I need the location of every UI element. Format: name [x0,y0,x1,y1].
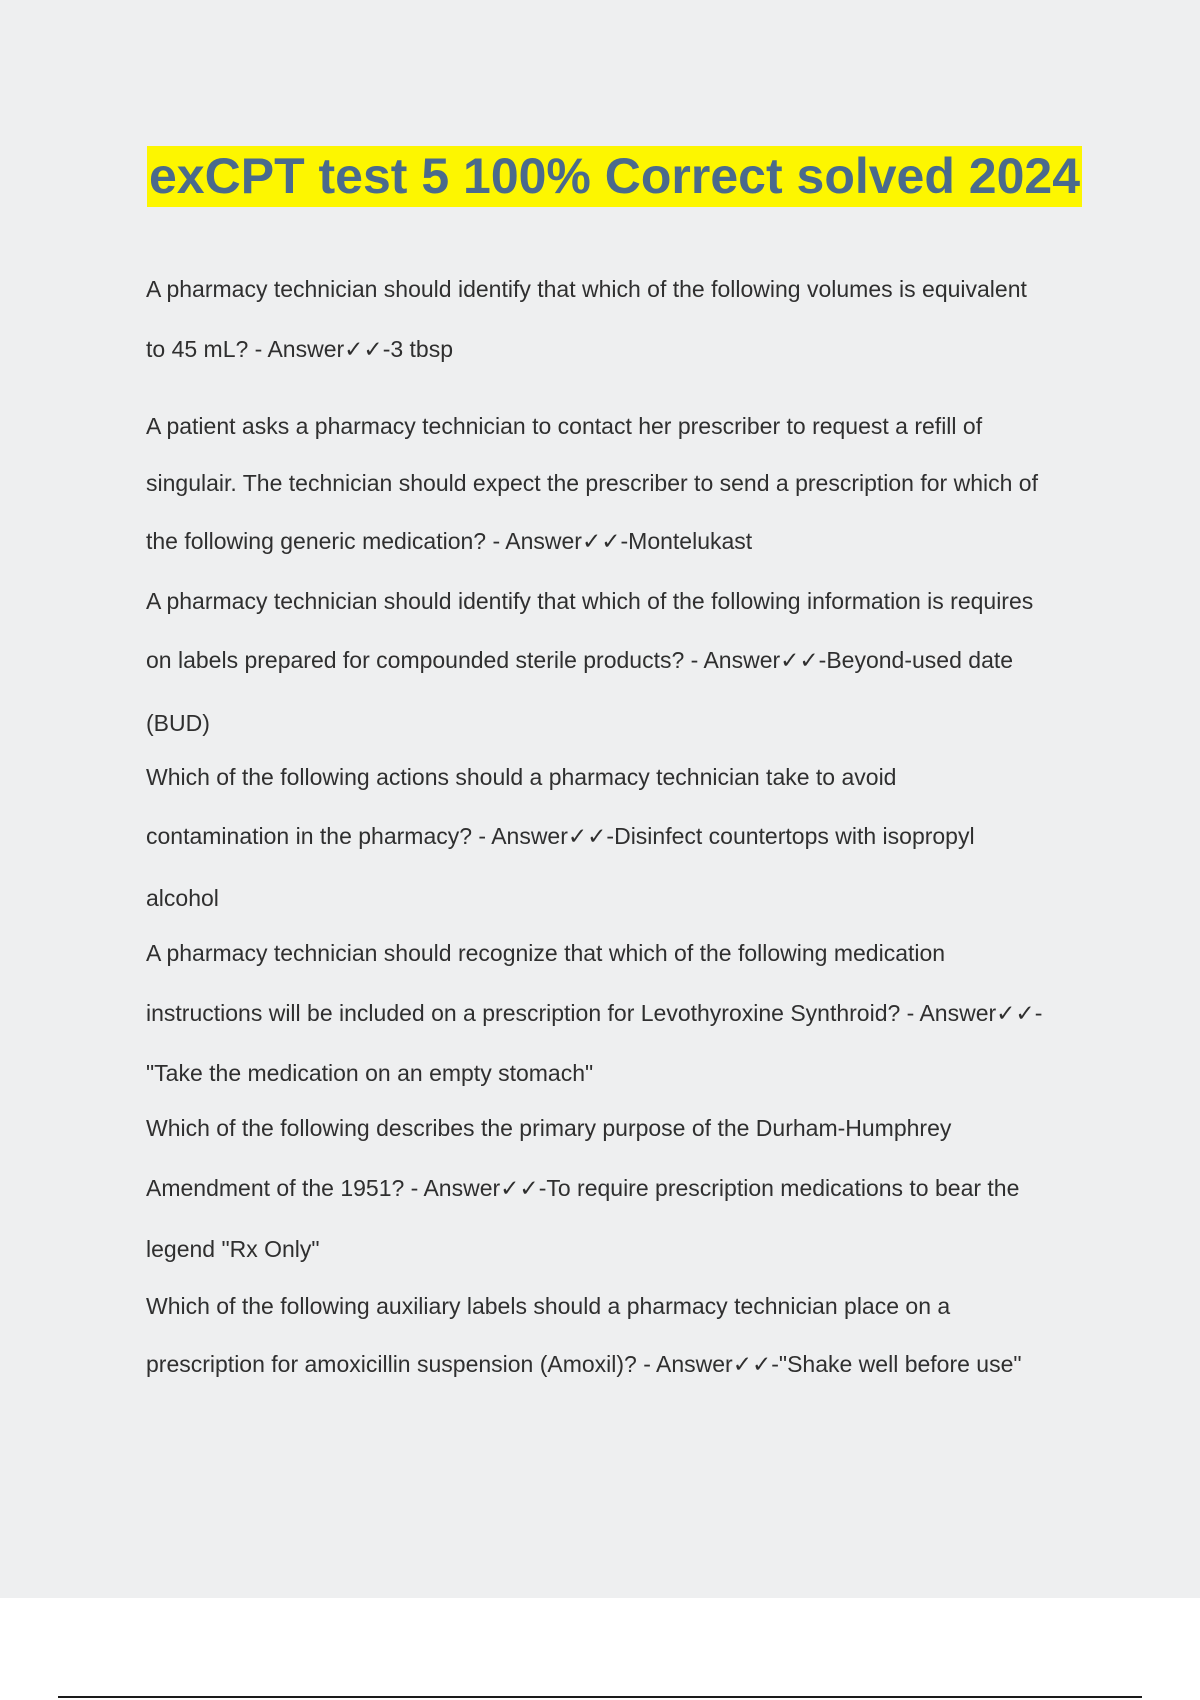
qa-line: the following generic medication? - Answer✓✓-Montelukast [146,528,753,554]
qa-line: Which of the following describes the primary purpose of the Durham-Humphrey [146,1115,952,1141]
qa-line: Which of the following auxiliary labels should a pharmacy technician place on a [146,1293,951,1319]
document-title: exCPT test 5 100% Correct solved 2024 [147,146,1082,207]
qa-line: legend "Rx Only" [146,1236,320,1262]
qa-line: A patient asks a pharmacy technician to contact her prescriber to request a refill of [146,413,983,439]
qa-line: contamination in the pharmacy? - Answer✓✓-Disinfect countertops with isopropyl [146,823,975,849]
qa-line: A pharmacy technician should identify that which of the following information is requires [146,588,1034,614]
qa-line: A pharmacy technician should identify that which of the following volumes is equivalent [146,276,1027,302]
qa-line: prescription for amoxicillin suspension (Amoxil)? - Answer✓✓-"Shake well before use" [146,1351,1022,1377]
qa-line: (BUD) [146,710,210,736]
qa-line: Amendment of the 1951? - Answer✓✓-To require prescription medications to bear the [146,1175,1020,1201]
qa-line: A pharmacy technician should recognize that which of the following medication [146,940,946,966]
qa-line: instructions will be included on a prescription for Levothyroxine Synthroid? - Answer✓✓- [146,1000,1043,1026]
qa-line: Which of the following actions should a pharmacy technician take to avoid [146,764,897,790]
qa-line: to 45 mL? - Answer✓✓-3 tbsp [146,336,454,362]
qa-line: alcohol [146,885,219,911]
page-divider [58,1696,1142,1698]
qa-line: on labels prepared for compounded sterile products? - Answer✓✓-Beyond-used date [146,647,1014,673]
qa-line: singulair. The technician should expect the prescriber to send a prescription for which of [146,470,1038,496]
qa-line: "Take the medication on an empty stomach" [146,1060,594,1086]
